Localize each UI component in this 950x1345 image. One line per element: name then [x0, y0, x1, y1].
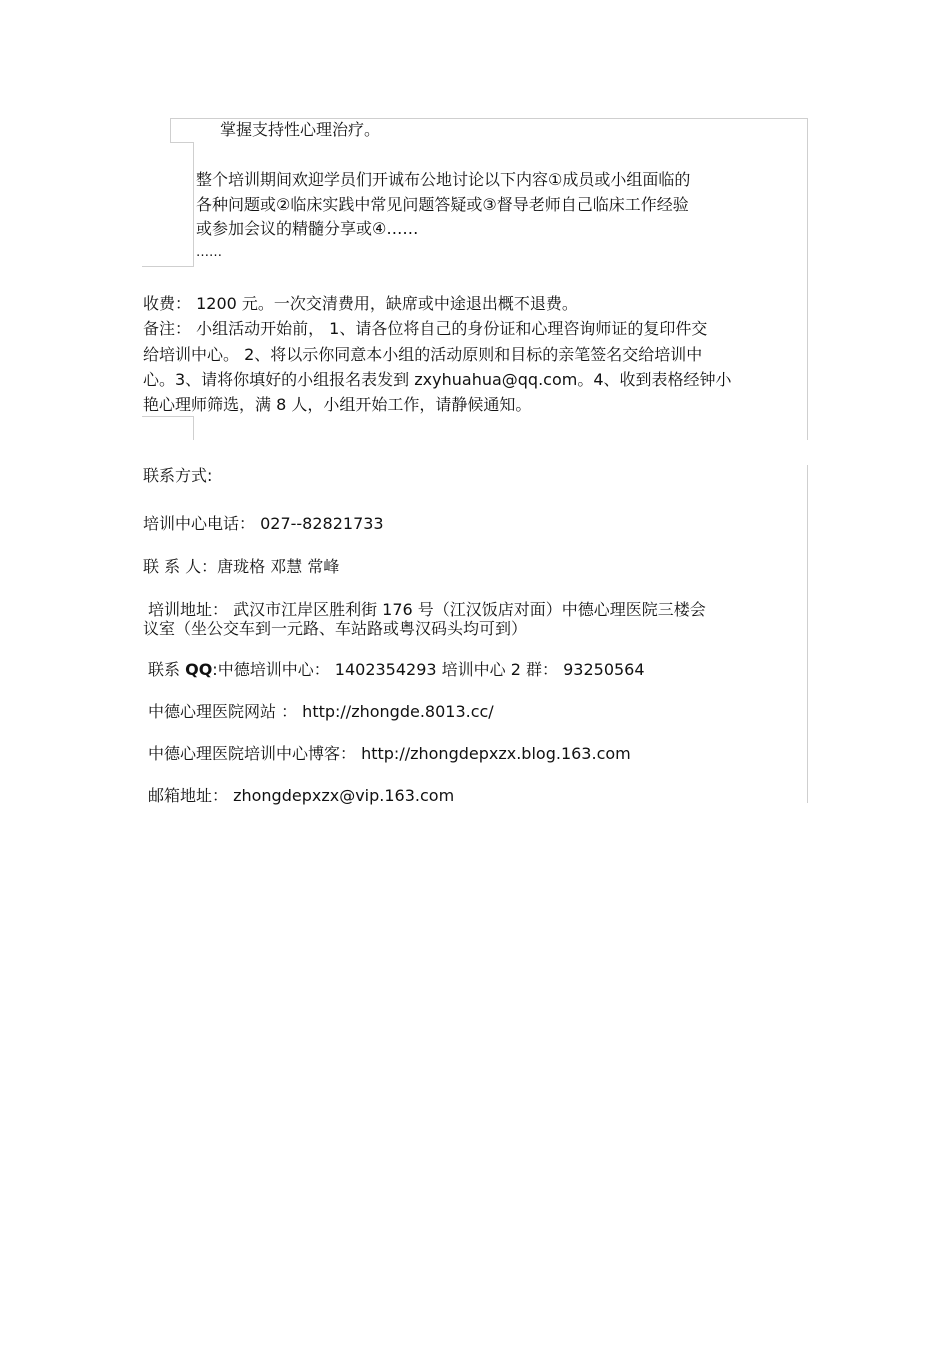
border-inner-top — [170, 142, 194, 143]
border-right-lower — [807, 465, 808, 803]
border-inner-left-lower — [193, 416, 194, 440]
contact-address-line: 培训地址： 武汉市江岸区胜利街 176 号（江汉饭店对面）中德心理医院三楼会 — [148, 600, 706, 619]
border-inner-left — [193, 142, 194, 266]
border-inner-bottom — [142, 266, 194, 267]
contact-qq-prefix: 联系 — [148, 660, 186, 679]
contact-email: 邮箱地址： zhongdepxzx@vip.163.com — [148, 786, 455, 805]
notes-line: 心。3、请将你填好的小组报名表发到 zxyhuahua@qq.com。4、收到表格经钟小 — [143, 370, 732, 389]
contact-qq-rest: :中德培训中心： 1402354293 培训中心 2 群： 93250564 — [212, 660, 645, 679]
intro-para-line: 或参加会议的精髓分享或④…… — [196, 219, 419, 238]
notes-line: 给培训中心。 2、将以示你同意本小组的活动原则和目标的亲笔签名交给培训中 — [143, 345, 703, 364]
intro-para-line: 各种问题或②临床实践中常见问题答疑或③督导老师自己临床工作经验 — [196, 195, 689, 214]
contact-phone: 培训中心电话： 027--82821733 — [143, 514, 384, 533]
intro-line: 掌握支持性心理治疗。 — [220, 120, 381, 139]
contact-qq-label: QQ — [185, 660, 213, 679]
contact-address-line: 议室（坐公交车到一元路、车站路或粤汉码头均可到） — [143, 619, 528, 638]
border-left-top-stub — [170, 118, 171, 142]
contact-blog: 中德心理医院培训中心博客： http://zhongdepxzx.blog.163.com — [148, 744, 631, 763]
fee-text: 收费： 1200 元。一次交清费用，缺席或中途退出概不退费。 — [143, 294, 578, 313]
contact-person: 联 系 人：唐珑格 邓慧 常峰 — [143, 557, 340, 576]
intro-para-line: …… — [196, 245, 222, 260]
intro-para-line: 整个培训期间欢迎学员们开诚布公地讨论以下内容①成员或小组面临的 — [196, 170, 691, 189]
contact-heading: 联系方式: — [143, 466, 213, 485]
notes-line: 艳心理师筛选，满 8 人，小组开始工作，请静候通知。 — [143, 395, 532, 414]
contact-qq — [148, 657, 645, 682]
border-right-upper — [807, 118, 808, 440]
contact-website: 中德心理医院网站 ： http://zhongde.8013.cc/ — [148, 702, 494, 721]
notes-line: 备注： 小组活动开始前， 1、请各位将自己的身份证和心理咨询师证的复印件交 — [143, 319, 708, 338]
